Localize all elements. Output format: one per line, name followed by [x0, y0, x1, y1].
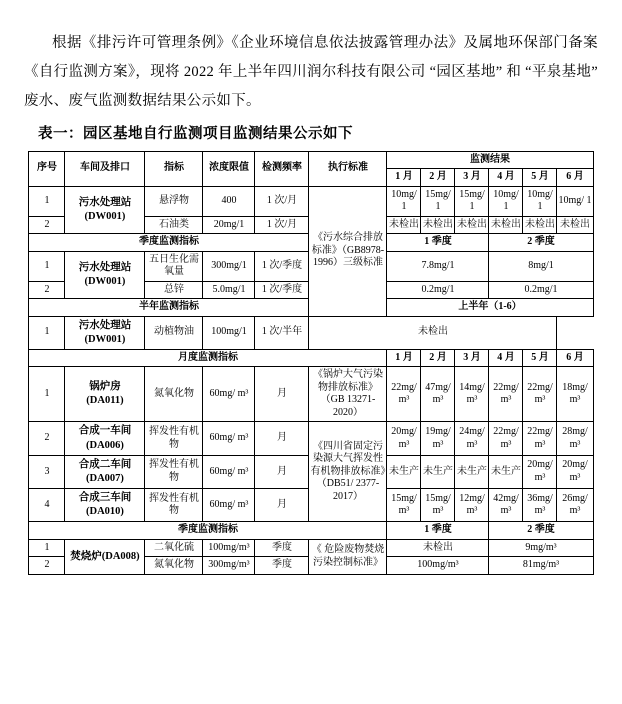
- row-value: 未生产: [455, 455, 489, 488]
- row-frequency: 月: [255, 422, 309, 455]
- intro-paragraph: 根据《排污许可管理条例》《企业环境信息依法披露管理办法》及属地环保部门备案《自行监测方案》，现将 2022 年上半年四川润尔科技有限公司 “园区基地” 和 “平泉基地” 废水、废气监测数据结果公示如下。: [24, 34, 598, 109]
- row-workshop: [65, 367, 145, 422]
- row-value: 47mg/ m³: [421, 367, 455, 422]
- workshop-outlet: (DW001): [84, 210, 126, 222]
- table-header-row: [29, 151, 593, 169]
- header-frequency: 检测频率: [255, 151, 309, 186]
- section-label-q2: 2 季度: [489, 234, 593, 252]
- row-frequency: 1 次/月: [255, 216, 309, 234]
- header-month-5: 5 月: [523, 349, 557, 367]
- row-workshop: [65, 539, 145, 574]
- workshop-outlet: (DA006): [86, 439, 124, 451]
- row-seq: 3: [29, 455, 65, 488]
- header-month-5: 5 月: [523, 169, 557, 187]
- row-limit: 400: [203, 186, 255, 216]
- section-header-row: [29, 522, 593, 540]
- row-value: 15mg/ m³: [421, 489, 455, 522]
- workshop-outlet: (DA010): [86, 506, 124, 518]
- workshop-name: 合成三车间: [78, 492, 132, 504]
- row-workshop: [65, 251, 145, 299]
- header-month-3: 3 月: [455, 349, 489, 367]
- header-seq: 序号: [29, 151, 65, 186]
- row-indicator: 悬浮物: [145, 186, 203, 216]
- row-seq: 2: [29, 422, 65, 455]
- row-value: 15mg/ 1: [455, 186, 489, 216]
- row-value: 22mg/ m³: [387, 367, 421, 422]
- workshop-name: 合成二车间: [78, 458, 132, 470]
- row-value: 26mg/ m³: [557, 489, 593, 522]
- section-label-q1: 1 季度: [387, 522, 489, 540]
- row-frequency: 季度: [255, 539, 309, 557]
- row-q1-value: 7.8mg/1: [387, 251, 489, 281]
- section-header-row: [29, 349, 593, 367]
- row-value: 22mg/ m³: [523, 422, 557, 455]
- row-value: 未检出: [387, 216, 421, 234]
- row-indicator: 挥发性有机物: [145, 455, 203, 488]
- row-limit: 60mg/ m³: [203, 489, 255, 522]
- header-month-6: 6 月: [557, 349, 593, 367]
- row-value: 42mg/ m³: [489, 489, 523, 522]
- row-indicator: 五日生化需氧量: [145, 251, 203, 281]
- row-frequency: 月: [255, 455, 309, 488]
- row-value: 未检出: [523, 216, 557, 234]
- row-frequency: 1 次/季度: [255, 251, 309, 281]
- row-standard: 《污水综合排放标准》（GB8978-1996）三级标准: [309, 186, 387, 316]
- row-q2-value: 9mg/m³: [489, 539, 593, 557]
- row-workshop: [65, 489, 145, 522]
- row-standard: 《锅炉大气污染物排放标准》（GB 13271-2020）: [309, 367, 387, 422]
- workshop-name: 污水处理站: [78, 261, 132, 273]
- row-value: 12mg/ m³: [455, 489, 489, 522]
- row-value: 10mg/ 1: [523, 186, 557, 216]
- table-row: [29, 367, 593, 422]
- workshop-outlet: (DA007): [86, 472, 124, 484]
- row-q1-value: 未检出: [387, 539, 489, 557]
- row-q1-value: 100mg/m³: [387, 557, 489, 575]
- row-value: 10mg/ 1: [387, 186, 421, 216]
- section-label-q1: 1 季度: [387, 234, 489, 252]
- row-q2-value: 0.2mg/1: [489, 281, 593, 299]
- header-month-4: 4 月: [489, 169, 523, 187]
- header-month-1: 1 月: [387, 349, 421, 367]
- row-value: 24mg/ m³: [455, 422, 489, 455]
- row-limit: 60mg/ m³: [203, 422, 255, 455]
- row-indicator: 氮氧化物: [145, 557, 203, 575]
- workshop-name: 焚烧炉(DA008): [70, 550, 140, 562]
- row-frequency: 月: [255, 489, 309, 522]
- row-q1-value: 0.2mg/1: [387, 281, 489, 299]
- row-limit: 300mg/1: [203, 251, 255, 281]
- section-label-quarterly2: 季度监测指标: [29, 522, 387, 540]
- table-row: [29, 186, 593, 216]
- row-seq: 1: [29, 367, 65, 422]
- row-frequency: 1 次/月: [255, 186, 309, 216]
- row-standard: 《四川省固定污染源大气挥发性有机物排放标准》（DB51/ 2377-2017）: [309, 422, 387, 522]
- monitoring-results-table: [28, 151, 593, 575]
- row-indicator: 二氧化硫: [145, 539, 203, 557]
- section-label-quarterly: 季度监测指标: [29, 234, 309, 252]
- row-value: 19mg/ m³: [421, 422, 455, 455]
- row-value: 20mg/ m³: [387, 422, 421, 455]
- row-halfyear-result: 未检出: [309, 316, 557, 349]
- row-seq: 4: [29, 489, 65, 522]
- row-value: 未生产: [421, 455, 455, 488]
- row-frequency: 1 次/半年: [255, 316, 309, 349]
- header-month-3: 3 月: [455, 169, 489, 187]
- row-workshop: [65, 186, 145, 234]
- row-seq: 1: [29, 316, 65, 349]
- row-limit: 100mg/m³: [203, 539, 255, 557]
- row-workshop: [65, 316, 145, 349]
- row-value: 14mg/ m³: [455, 367, 489, 422]
- row-limit: 60mg/ m³: [203, 367, 255, 422]
- row-standard: 《 危险废物焚烧污染控制标准》: [309, 539, 387, 574]
- row-value: 28mg/ m³: [557, 422, 593, 455]
- workshop-name: 污水处理站: [78, 319, 132, 331]
- section-label-q2: 2 季度: [489, 522, 593, 540]
- row-value: 15mg/ m³: [387, 489, 421, 522]
- row-value: 10mg/ 1: [557, 186, 593, 216]
- row-frequency: 1 次/季度: [255, 281, 309, 299]
- row-seq: 1: [29, 539, 65, 557]
- header-month-1: 1 月: [387, 169, 421, 187]
- row-value: 未生产: [387, 455, 421, 488]
- row-value: 15mg/ 1: [421, 186, 455, 216]
- header-month-4: 4 月: [489, 349, 523, 367]
- row-q2-value: 81mg/m³: [489, 557, 593, 575]
- row-value: 未检出: [489, 216, 523, 234]
- workshop-name: 锅炉房: [89, 381, 121, 393]
- header-month-2: 2 月: [421, 349, 455, 367]
- row-value: 20mg/ m³: [523, 455, 557, 488]
- row-value: 未检出: [557, 216, 593, 234]
- workshop-name: 污水处理站: [78, 196, 132, 208]
- table-row: [29, 539, 593, 557]
- row-value: 未检出: [455, 216, 489, 234]
- workshop-outlet: (DW001): [84, 333, 126, 345]
- row-limit: 5.0mg/1: [203, 281, 255, 299]
- row-limit: 60mg/ m³: [203, 455, 255, 488]
- row-frequency: 季度: [255, 557, 309, 575]
- row-seq: 2: [29, 281, 65, 299]
- row-workshop: [65, 422, 145, 455]
- row-frequency: 月: [255, 367, 309, 422]
- row-value: 22mg/ m³: [489, 422, 523, 455]
- row-value: 36mg/ m³: [523, 489, 557, 522]
- row-value: 未检出: [421, 216, 455, 234]
- row-limit: 100mg/1: [203, 316, 255, 349]
- table-title: 表一：园区基地自行监测项目监测结果公示如下: [38, 125, 353, 142]
- row-value: 18mg/ m³: [557, 367, 593, 422]
- header-result: 监测结果: [387, 151, 593, 169]
- workshop-outlet: (DA011): [86, 395, 124, 407]
- row-value: 10mg/ 1: [489, 186, 523, 216]
- row-q2-value: 8mg/1: [489, 251, 593, 281]
- workshop-name: 合成一车间: [78, 425, 132, 437]
- section-label-h1: 上半年（1-6）: [387, 299, 593, 317]
- header-limit: 浓度限值: [203, 151, 255, 186]
- header-month-6: 6 月: [557, 169, 593, 187]
- row-limit: 20mg/1: [203, 216, 255, 234]
- row-seq: 1: [29, 251, 65, 281]
- row-workshop: [65, 455, 145, 488]
- header-indicator: 指标: [145, 151, 203, 186]
- row-value: 22mg/ m³: [489, 367, 523, 422]
- table-row: [29, 422, 593, 455]
- row-seq: 1: [29, 186, 65, 216]
- row-limit: 300mg/m³: [203, 557, 255, 575]
- row-seq: 2: [29, 557, 65, 575]
- row-indicator: 石油类: [145, 216, 203, 234]
- row-indicator: 挥发性有机物: [145, 422, 203, 455]
- section-label-halfyear: 半年监测指标: [29, 299, 309, 317]
- row-indicator: 氮氧化物: [145, 367, 203, 422]
- row-indicator: 总锌: [145, 281, 203, 299]
- workshop-outlet: (DW001): [84, 275, 126, 287]
- header-month-2: 2 月: [421, 169, 455, 187]
- row-indicator: 挥发性有机物: [145, 489, 203, 522]
- header-workshop: 车间及排口: [65, 151, 145, 186]
- table-row: [29, 316, 593, 349]
- header-standard: 执行标准: [309, 151, 387, 186]
- section-label-monthly: 月度监测指标: [29, 349, 387, 367]
- row-seq: 2: [29, 216, 65, 234]
- row-value: 22mg/ m³: [523, 367, 557, 422]
- row-value: 20mg/ m³: [557, 455, 593, 488]
- row-value: 未生产: [489, 455, 523, 488]
- row-indicator: 动植物油: [145, 316, 203, 349]
